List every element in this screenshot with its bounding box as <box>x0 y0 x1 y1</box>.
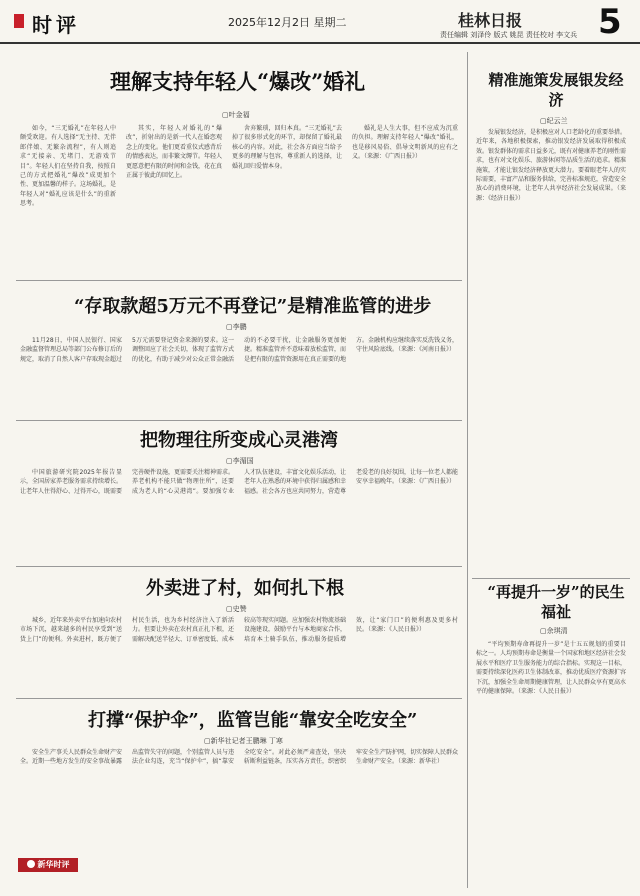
article-body <box>352 124 458 274</box>
article-separator <box>16 280 462 281</box>
article-body <box>476 640 626 886</box>
news-commentary-tag <box>18 858 78 872</box>
page-header <box>0 0 640 44</box>
article-paragraph: 中国旅游研究院2025年报告显示，全国居家养老服务需求持续增长。让老年人住得舒心、过得开心，既需要完善硬件设施，更需要关注精神需求。养老机构不能只做“物理住所”，还要成为老人的“心灵港湾”。要加强专业人才队伍建设，丰富文化娱乐活动，让老年人在熟悉的环境中获得归属感和幸福感。社会各方也应共同努力，营造尊老爱老的良好氛围，让每一位老人都能安享幸福晚年。（来源：《广西日报》） <box>20 469 458 495</box>
article-paragraph: 11月28日，中国人民银行、国家金融监督管理总局等部门公布修订后的规定，取消了自然人客户存取现金超过5万元需要登记资金来源的要求。这一调整回应了社会关切，体现了监管方式的优化，有助于减少对公众正常金融活动的不必要干扰，让金融服务更加便捷。精准监管并不意味着放松监管，而是把有限的监管资源用在真正需要的地方。金融机构应继续落实反洗钱义务，守住风险底线。（来源：《河南日报》） <box>20 337 458 363</box>
article-paragraph: 其实，年轻人对婚礼的“爆改”，折射出的是新一代人在婚恋观念上的变化。他们更看重仪式感背后的情感表达，而非繁文缛节。年轻人更愿意把有限的时间和金钱，花在真正属于彼此的回忆上。 <box>126 125 222 180</box>
article-body <box>20 468 458 558</box>
page-number: 5 <box>598 2 622 42</box>
article-paragraph: 发展银发经济，是积极应对人口老龄化的重要举措。近年来，各地积极探索，推动银发经济发展取得积极成效。银发群体的需求日益多元，既有对健康养老的刚性需求，也有对文化娱乐、旅游休闲等品质生活的追求。精准施策，才能让银发经济释放更大潜力。要着眼老年人的实际需要，丰富产品和服务供给，完善标准规范，营造安全放心的消费环境，让老年人共享经济社会发展成果。（来源：《经济日报》） <box>476 129 626 202</box>
article-headline: “再提升一岁”的民生福祉 <box>487 583 625 621</box>
tag-dot-icon <box>27 860 35 868</box>
article-headline: 理解支持年轻人“爆改”婚礼 <box>110 69 366 94</box>
article-headline: 把物理往所变成心灵港湾 <box>140 430 338 451</box>
article-byline: ▢史赞 <box>226 605 247 613</box>
article-body <box>126 124 222 274</box>
paper-name: 桂林日报 <box>458 11 523 30</box>
article-body <box>20 124 116 274</box>
section-marker <box>14 14 24 28</box>
article-byline: ▢李鹏 <box>226 323 247 331</box>
section-title: 时评 <box>32 13 80 37</box>
article-body <box>20 748 458 852</box>
article-byline: ▢李湄国 <box>226 457 254 465</box>
article-byline: ▢新华社记者王鹏琳 丁寒 <box>204 737 283 745</box>
article-body <box>20 336 458 412</box>
article-headline: 外卖进了村，如何扎下根 <box>146 578 344 599</box>
article-headline: 打撑“保护伞”，监管岂能“靠安全吃安全” <box>88 710 418 731</box>
article-separator <box>472 578 630 579</box>
article-byline: ▢余琪清 <box>540 627 568 635</box>
article-byline: ▢纪云兰 <box>540 117 568 125</box>
column-divider <box>467 52 468 888</box>
article-paragraph: “平均预期寿命再提升一岁”是十五五规划的重要目标之一。人均预期寿命是衡量一个国家和地区经济社会发展水平和医疗卫生服务能力的综合指标。实现这一目标，需要持续深化医药卫生体制改革，推动优质医疗资源扩容下沉，加强全生命周期健康管理，让人民群众享有更高水平的健康保障。（来源：《人民日报》） <box>476 641 626 696</box>
issue-date: 2025年12月2日 星期二 <box>228 16 347 29</box>
editor-credits: 责任编辑 刘泽伶 版式 姚昆 责任校对 李文兵 <box>440 31 578 39</box>
article-byline: ▢叶金福 <box>222 111 250 119</box>
article-separator <box>16 566 462 567</box>
article-paragraph: 舍弃繁琐，回归本真。“三无婚礼”去掉了很多形式化的环节，却保留了婚礼最核心的内容。对此，社会各方面应当给予更多的理解与包容，尊重新人的选择，让婚礼回归爱情本身。 <box>232 125 342 170</box>
article-headline: “存取款超5万元不再登记”是精准监管的进步 <box>74 296 432 317</box>
tag-label: 新华时评 <box>37 860 70 869</box>
article-paragraph: 婚礼是人生大事，但不应成为沉重的负担。理解支持年轻人“爆改”婚礼，也是移风易俗、倡导文明新风的应有之义。（来源：《广西日报》） <box>352 125 458 161</box>
article-body <box>232 124 342 274</box>
article-body <box>20 616 458 692</box>
article-paragraph: 城乡，近年来外卖平台加速向农村市场下沉，越来越多的村民享受到“送货上门”的便利。外卖进村，既方便了村民生活，也为乡村经济注入了新活力。但要让外卖在农村真正扎下根，还需解决配送半径大、订单密度低、成本较高等现实问题。应加强农村物流基础设施建设，鼓励平台与本地商家合作，培育本土骑手队伍，推动服务提质增效，让“家门口”的便利惠及更多村民。（来源：《人民日报》） <box>20 617 458 643</box>
article-paragraph: 安全生产事关人民群众生命财产安全。近期一些地方发生的安全事故暴露出监管失守的问题，个别监管人员与违法企业勾连，充当“保护伞”，搞“靠安全吃安全”。对此必须严肃查处，坚决斩断利益链条，压实各方责任，织密织牢安全生产防护网，切实保障人民群众生命财产安全。（来源：新华社） <box>20 749 458 766</box>
header-rule <box>0 42 640 44</box>
article-separator <box>16 698 462 699</box>
article-body <box>476 128 626 548</box>
article-paragraph: 如今，“三无婚礼”在年轻人中颇受欢迎。有人选择“无主持、无伴郎伴娘、无繁杂流程”，有人则追求“无接亲、无堵门、无游戏节目”。年轻人们在坚持自我，按照自己的方式把婚礼“爆改”成更加个性、更加温馨的样子。这场婚礼，是年轻人对“婚礼应该是什么”的重新思考。 <box>20 125 116 208</box>
article-separator <box>16 420 462 421</box>
article-headline: 精准施策发展银发经济 <box>488 71 624 109</box>
